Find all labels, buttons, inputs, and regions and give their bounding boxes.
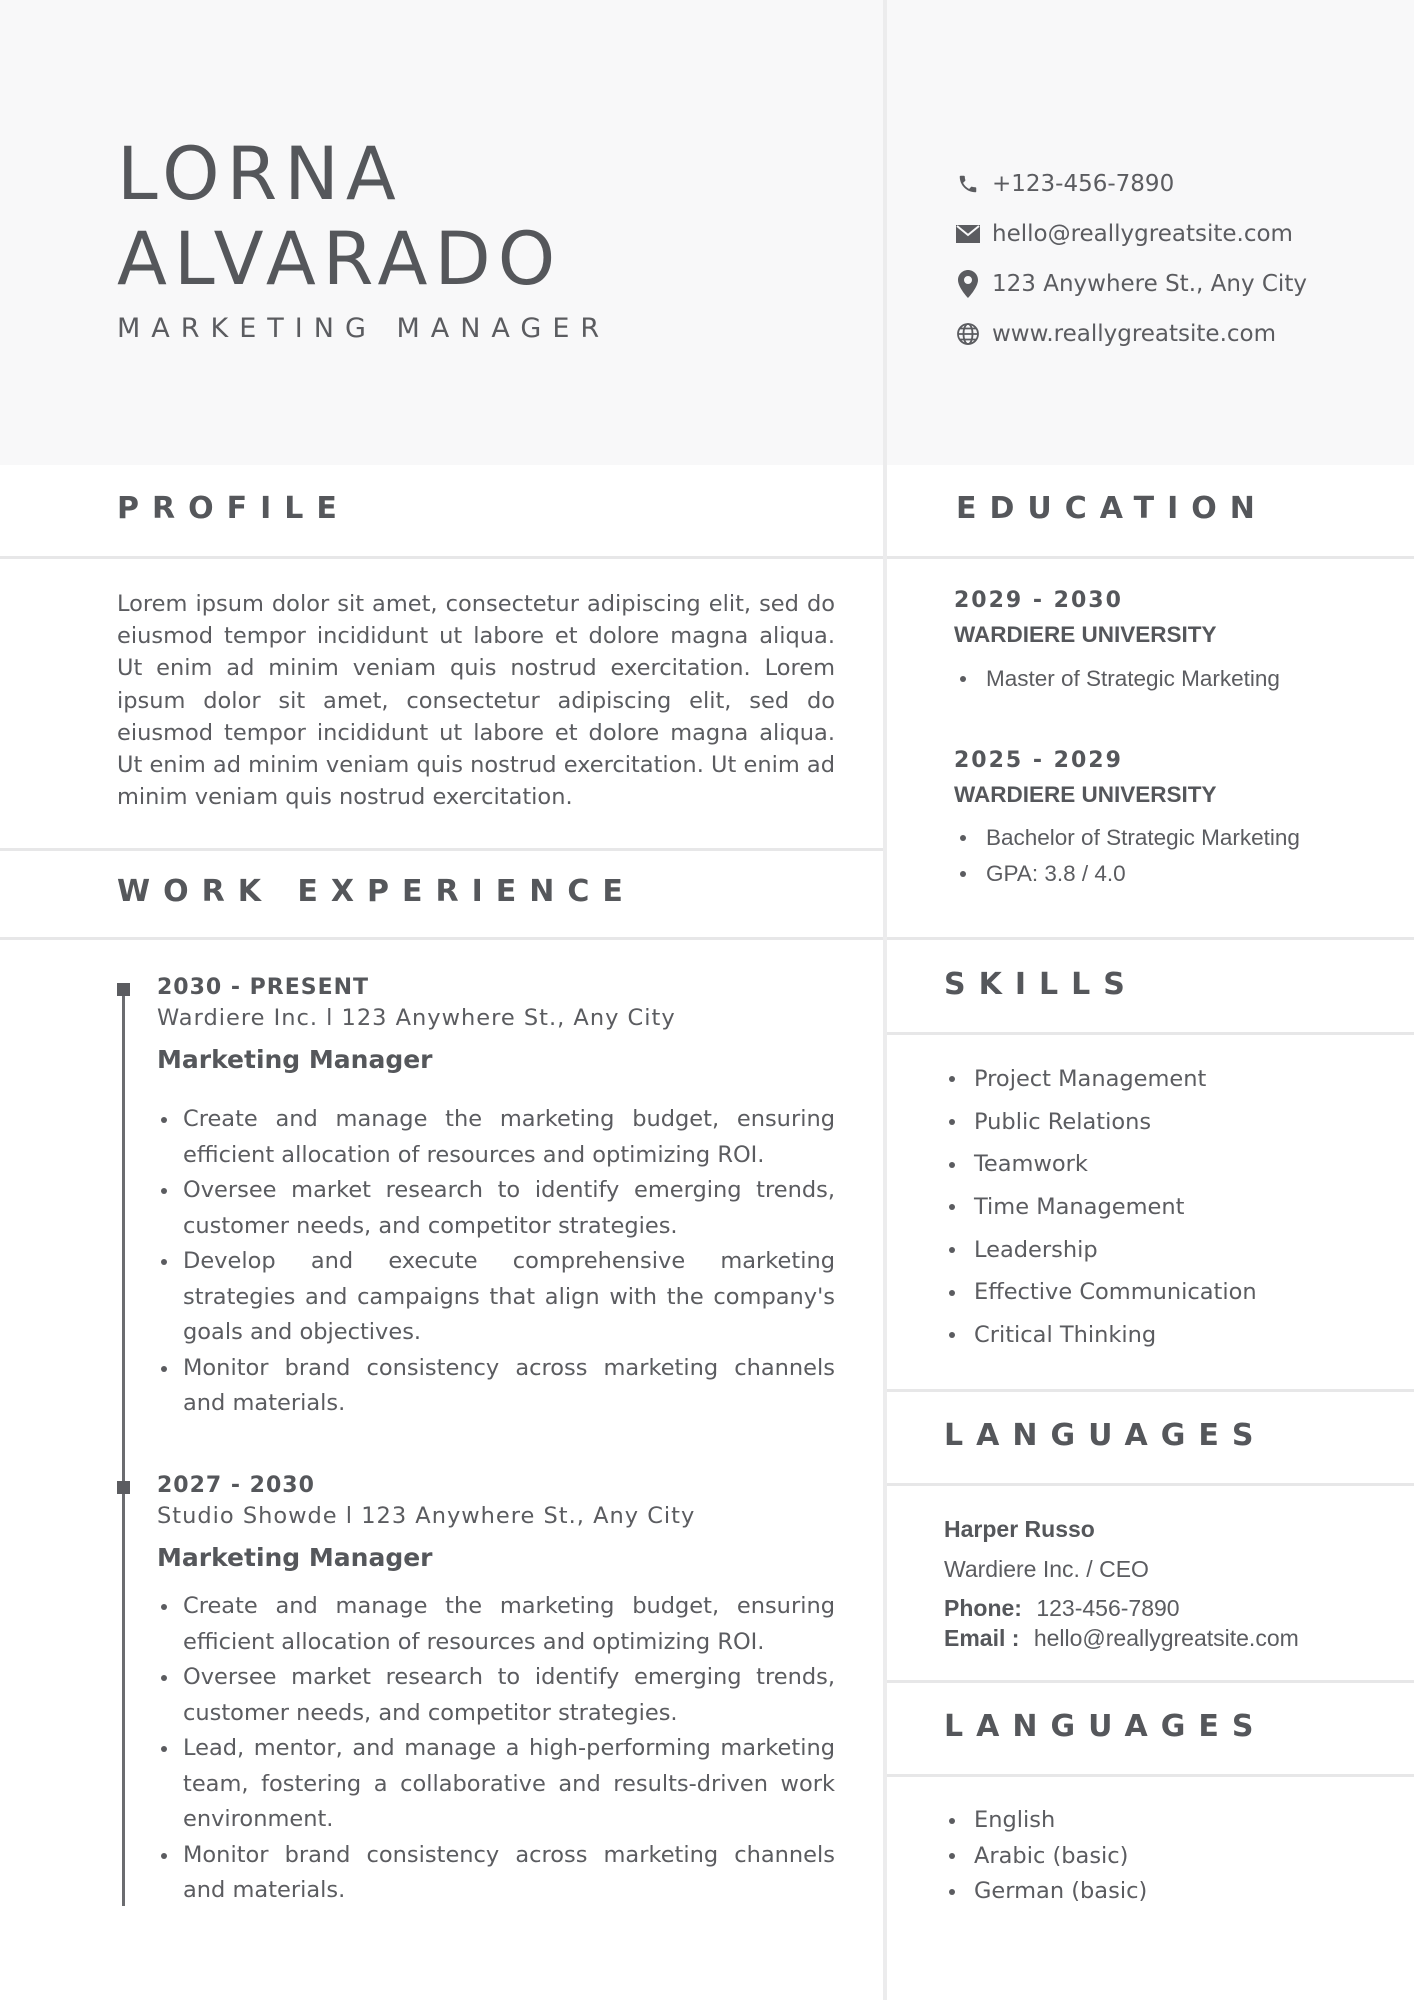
reference-heading: LANGUAGES [944,1418,1267,1453]
languages-heading: LANGUAGES [944,1709,1267,1744]
profile-text: Lorem ipsum dolor sit amet, consectetur adipiscing elit, sed do eiusmod tempor incididunt ut labore et dolore magna aliqua. Ut enim ad minim veniam quis nostrud exercitation. Lorem ipsum dolor sit amet, consectetur adipiscing elit, sed do eiusmod tempor incididunt ut labore et dolore magna aliqua. Ut enim ad minim veniam quis nostrud exercitation. Ut enim ad minim veniam quis nostrud exercitation. [117,591,835,811]
reference-phone [944,1595,1180,1622]
job-role: Marketing Manager [157,1543,433,1572]
profile-heading: PROFILE [117,491,350,526]
job-company: Studio Showde l 123 Anywhere St., Any City [157,1503,696,1529]
list-item: English [944,1803,1147,1839]
job-duties [157,1589,835,1909]
divider [0,848,883,851]
list-item: Create and manage the marketing budget, ensuring efficient allocation of resources and optimizing ROI. [157,1102,835,1173]
column-divider [883,0,887,2000]
mail-icon [955,221,981,247]
list-item: Project Management [944,1058,1257,1101]
list-item: Monitor brand consistency across marketing channels and materials. [157,1838,835,1909]
divider [887,1774,1414,1777]
divider [887,1483,1414,1486]
email-value[interactable]: hello@reallygreatsite.com [1033,1625,1299,1651]
work-experience-heading: WORK EXPERIENCE [117,874,636,909]
list-item: Oversee market research to identify emerging trends, customer needs, and competitor strategies. [157,1660,835,1731]
phone-label: Phone: [944,1595,1022,1621]
contact-email [955,219,1293,249]
address-text: 123 Anywhere St., Any City [992,271,1307,297]
location-pin-icon [955,271,981,297]
list-item: Oversee market research to identify emerging trends, customer needs, and competitor strategies. [157,1173,835,1244]
reference-name: Harper Russo [944,1516,1095,1542]
list-item: German (basic) [944,1874,1147,1910]
education-years: 2029 - 2030 [954,588,1123,613]
skills-list [944,1058,1257,1357]
list-item: Master of Strategic Marketing [954,661,1280,697]
list-item: GPA: 3.8 / 4.0 [954,856,1300,892]
list-item: Critical Thinking [944,1314,1257,1357]
job-duties [157,1102,835,1422]
languages-list [944,1803,1147,1910]
list-item: Arabic (basic) [944,1839,1147,1875]
timeline-marker [117,983,130,996]
email-text[interactable]: hello@reallygreatsite.com [992,221,1293,247]
divider [0,937,883,940]
skills-heading: SKILLS [944,967,1138,1002]
website-text[interactable]: www.reallygreatsite.com [992,321,1277,347]
list-item: Develop and execute comprehensive marketing strategies and campaigns that align with the company's goals and objectives. [157,1244,835,1351]
contact-website [955,319,1276,349]
phone-icon [955,171,981,197]
divider [887,1389,1414,1392]
list-item: Create and manage the marketing budget, ensuring efficient allocation of resources and optimizing ROI. [157,1589,835,1660]
timeline-marker [117,1481,130,1494]
list-item: Monitor brand consistency across marketing channels and materials. [157,1351,835,1422]
reference-email [944,1625,1299,1652]
list-item: Lead, mentor, and manage a high-performing marketing team, fostering a collaborative and results-driven work environment. [157,1731,835,1838]
job-date: 2030 - PRESENT [157,975,370,1000]
list-item: Time Management [944,1186,1257,1229]
education-details [954,820,1300,892]
education-details [954,661,1280,697]
phone-value[interactable]: 123-456-7890 [1036,1595,1180,1621]
list-item: Bachelor of Strategic Marketing [954,820,1300,856]
divider [887,1680,1414,1683]
name-first: LORNA [117,132,403,217]
globe-icon [955,321,981,347]
job-role: Marketing Manager [157,1045,433,1074]
divider [887,556,1414,559]
reference-position: Wardiere Inc. / CEO [944,1556,1149,1582]
job-title: MARKETING MANAGER [117,313,611,344]
contact-address [955,269,1307,299]
list-item: Teamwork [944,1143,1257,1186]
divider [887,937,1414,940]
list-item: Public Relations [944,1101,1257,1144]
timeline-line [122,986,125,1906]
name-last: ALVARADO [117,217,563,302]
education-heading: EDUCATION [956,491,1268,526]
email-label: Email : [944,1625,1020,1651]
education-school: WARDIERE UNIVERSITY [954,622,1217,647]
education-school: WARDIERE UNIVERSITY [954,782,1217,807]
contact-phone [955,169,1174,199]
education-years: 2025 - 2029 [954,748,1123,773]
phone-text[interactable]: +123-456-7890 [992,171,1175,197]
divider [887,1032,1414,1035]
divider [0,556,883,559]
list-item: Leadership [944,1229,1257,1272]
job-date: 2027 - 2030 [157,1473,315,1498]
list-item: Effective Communication [944,1271,1257,1314]
job-company: Wardiere Inc. l 123 Anywhere St., Any City [157,1005,676,1031]
